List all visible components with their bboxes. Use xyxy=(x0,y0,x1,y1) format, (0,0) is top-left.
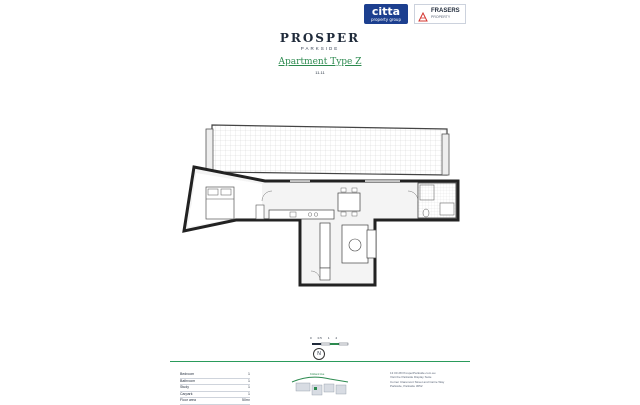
balcony-planter-left xyxy=(206,129,213,171)
dining-table xyxy=(338,193,360,211)
brand-subtitle: PARKSIDE xyxy=(300,46,340,51)
scale-label: 0.5 xyxy=(317,336,322,340)
floor-plan xyxy=(170,115,470,305)
apartment-heading xyxy=(0,57,640,75)
frasers-logo-subtext: PROPERTY xyxy=(431,15,451,19)
citta-logo-subtext: property group xyxy=(370,17,401,22)
frasers-logo xyxy=(414,4,466,24)
contact-block xyxy=(390,371,465,388)
wardrobe xyxy=(256,205,264,219)
area-value: 1 xyxy=(248,391,250,396)
scale-label: 1 xyxy=(327,336,330,340)
area-label: Study xyxy=(180,385,189,389)
scale-label: 2 xyxy=(335,336,338,340)
frasers-logo-text: FRASERS xyxy=(431,8,460,14)
frasers-mark-icon xyxy=(418,9,428,19)
apartment-type: Apartment Type Z xyxy=(278,57,362,67)
vanity xyxy=(440,203,454,215)
scale-label: 0 xyxy=(310,336,312,340)
balcony xyxy=(212,125,447,175)
area-value: 1 xyxy=(248,385,250,389)
area-label: Carpark xyxy=(180,391,193,396)
logo-group xyxy=(364,4,466,24)
citta-logo-text: citta xyxy=(371,5,401,18)
key-plan xyxy=(290,370,350,403)
footer-divider xyxy=(170,361,470,362)
sofa xyxy=(367,230,376,258)
kitchen-bench xyxy=(269,210,334,219)
area-label: Bedroom xyxy=(180,372,195,376)
area-label: Bathroom xyxy=(180,378,196,383)
study-desk xyxy=(320,223,330,268)
north-arrow-icon: N xyxy=(313,348,325,360)
toilet-icon xyxy=(423,209,429,217)
area-value: 50m² xyxy=(242,398,250,402)
area-value: 1 xyxy=(248,378,250,383)
citta-logo xyxy=(364,4,408,24)
brand-header xyxy=(0,31,640,51)
contact-line: Corner Claremont Street and Carrie Way xyxy=(390,379,445,384)
apartment-unit: 11.11 xyxy=(315,70,325,75)
area-value: 1 xyxy=(248,372,250,376)
coffee-table xyxy=(349,239,361,251)
study-fridge xyxy=(320,268,330,280)
brand-name: PROSPER xyxy=(279,31,361,45)
contact-website-link[interactable]: ProsperParkside.com.au xyxy=(402,371,436,375)
contact-line: Parkside, Parkside 3052 xyxy=(390,383,423,388)
area-label: Floor area xyxy=(180,398,196,402)
contact-line: Visit the Parkside Display Suite xyxy=(390,375,432,380)
keyplan-street-label: Kirkland Ave xyxy=(310,373,325,376)
area-row xyxy=(180,398,250,405)
contact-phone: 13 00 28 xyxy=(390,371,402,375)
balcony-planter-right xyxy=(442,134,449,175)
